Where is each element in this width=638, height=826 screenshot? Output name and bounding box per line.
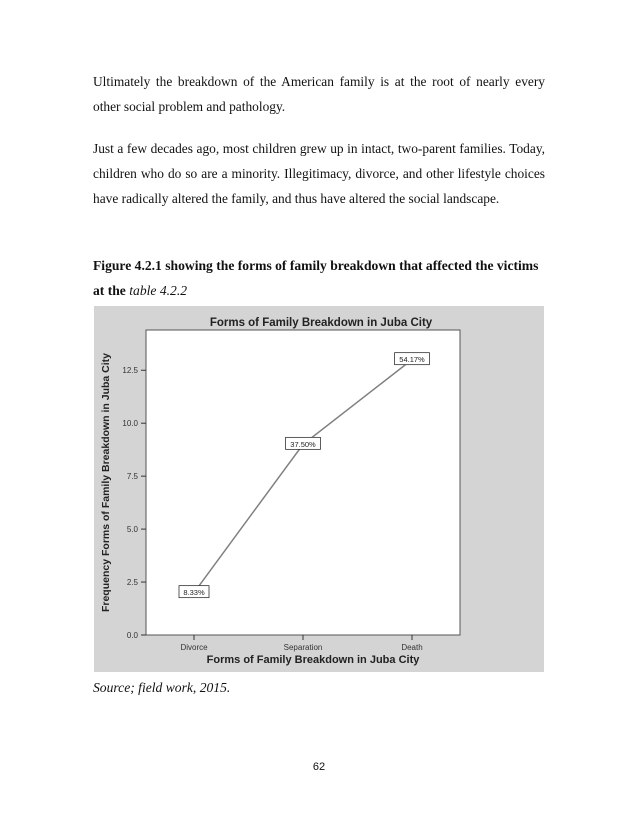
figure-caption-table-ref: table 4.2.2 (129, 283, 188, 298)
chart-title: Forms of Family Breakdown in Juba City (209, 317, 433, 329)
figure-caption-text: Figure 4.2.1 showing the forms of family breakdown that affected the victims at the (93, 258, 539, 298)
y-tick-label: 5.0 (126, 525, 138, 535)
y-tick-label: 10.0 (122, 419, 138, 429)
paragraph-2: Just a few decades ago, most children grew up in intact, two-parent families. Today, children who do so are a minority. Illegitimacy, divorce, and other lifestyle choices have radically altered the family, and thus have altered the social landscape. (93, 141, 545, 206)
y-tick-label: 7.5 (126, 472, 138, 482)
y-axis-label: Frequency Forms of Family Breakdown in Juba City (100, 352, 112, 613)
page-number: 62 (312, 761, 326, 773)
x-tick-label: Separation (283, 643, 323, 652)
figure-caption (93, 253, 553, 303)
data-label: 54.17% (399, 355, 425, 365)
chart-svg (94, 306, 544, 672)
y-tick-label: 2.5 (126, 578, 138, 588)
x-tick-label: Divorce (180, 643, 208, 652)
paragraph-1: Ultimately the breakdown of the American family is at the root of nearly every other social problem and pathology. (93, 74, 545, 114)
x-tick-label: Death (401, 643, 423, 652)
chart (94, 306, 544, 672)
source-note: Source; field work, 2015. (93, 680, 231, 695)
x-axis-label: Forms of Family Breakdown in Juba City (206, 654, 420, 666)
data-label: 8.33% (183, 588, 205, 598)
data-label: 37.50% (290, 439, 316, 449)
y-tick-label: 0.0 (126, 631, 138, 640)
y-tick-label: 12.5 (122, 366, 138, 376)
